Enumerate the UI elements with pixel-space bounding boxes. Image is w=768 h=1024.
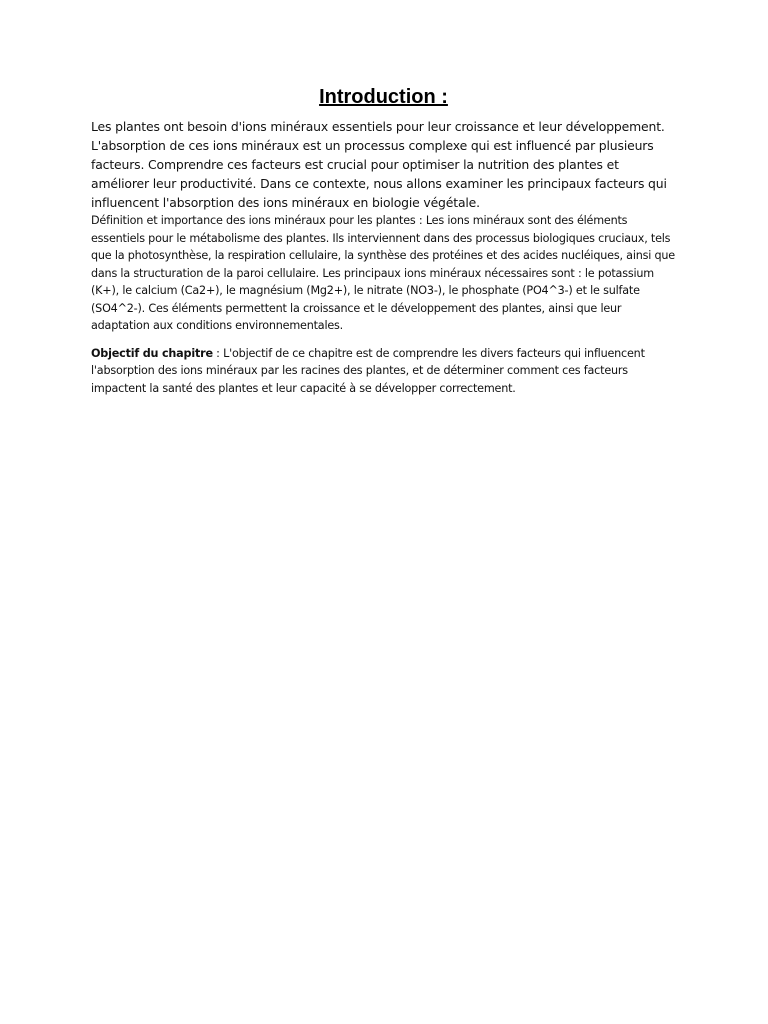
document-body: [91, 84, 676, 397]
objective-text: : L'objectif de ce chapitre est de comprendre les divers facteurs qui influencent l'absorption des ions minéraux par les racines des plantes, et de déterminer comment ces facteurs impactent la santé des plantes et leur capacité à se développer correctement.: [91, 346, 645, 395]
definition-paragraph: Définition et importance des ions minéraux pour les plantes : Les ions minéraux sont des éléments essentiels pour le métabolisme des plantes. Ils interviennent dans des processus biologiques cruciaux, tels que la photosynthèse, la respiration cellulaire, la synthèse des protéines et des acides nucléiques, ainsi que dans la structuration de la paroi cellulaire. Les principaux ions minéraux nécessaires sont : le potassium (K+), le calcium (Ca2+), le magnésium (Mg2+), le nitrate (NO3-), le phosphate (PO4^3-) et le sulfate (SO4^2-). Ces éléments permettent la croissance et le développement des plantes, ainsi que leur adaptation aux conditions environnementales.: [91, 214, 675, 332]
page-title: Introduction :: [319, 86, 448, 108]
objective-label: Objectif du chapitre: [91, 346, 213, 360]
intro-paragraph: Les plantes ont besoin d'ions minéraux essentiels pour leur croissance et leur développement. L'absorption de ces ions minéraux est un processus complexe qui est influencé par plusieurs facteurs. Comprendre ces facteurs est crucial pour optimiser la nutrition des plantes et améliorer leur productivité. Dans ce contexte, nous allons examiner les principaux facteurs qui influencent l'absorption des ions minéraux en biologie végétale.: [91, 119, 667, 210]
objective-paragraph: [91, 345, 676, 398]
